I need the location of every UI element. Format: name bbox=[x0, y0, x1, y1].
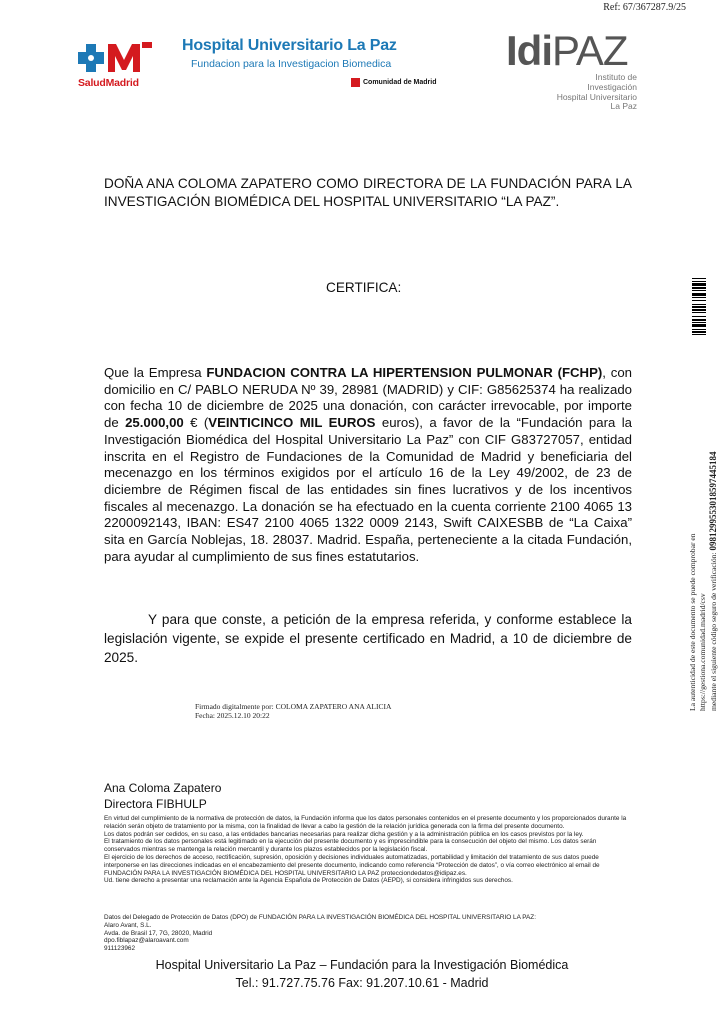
dpo-email: dpo.fiblapaz@alaroavant.com bbox=[104, 937, 189, 945]
signer-role: Directora FIBHULP bbox=[104, 797, 207, 811]
dpo-line: Alaro Avant, S.L. bbox=[104, 921, 152, 929]
hospital-subtitle: Fundacion para la Investigacion Biomedica bbox=[191, 58, 392, 70]
comunidad-flag-icon bbox=[351, 78, 360, 87]
para1-text-2: , con domicilio en C/ PABLO NERUDA Nº 39, 28981 (MADRID) y CIF: G85625374 ha realizado con fecha 10 de diciembre de 2025 una donación, con carácter irrevocable, por importe de bbox=[104, 365, 632, 431]
dpo-line: Datos del Delegado de Protección de Datos (DPO) de FUNDACIÓN PARA LA INVESTIGACIÓN BIOMÉDICA DEL HOSPITAL UNIVERSITARIO LA PAZ: bbox=[104, 914, 536, 921]
verification-note-1: La autenticidad de este documento se puede comprobar en bbox=[688, 533, 697, 711]
dpo-phone: 911123962 bbox=[104, 945, 136, 953]
privacy-paragraph: Los datos podrán ser cedidos, en su caso, a las entidades bancarias necesarias para realizar dicha gestión y a la administración pública en los casos previstos por la ley. bbox=[104, 830, 584, 838]
idipaz-logo bbox=[506, 27, 628, 74]
idipaz-subtitle bbox=[552, 73, 637, 112]
closing-paragraph bbox=[104, 610, 632, 667]
footer-contact: Tel.: 91.727.75.76 Fax: 91.207.10.61 - Madrid bbox=[235, 976, 489, 990]
signature-line-1: Firmado digitalmente por: COLOMA ZAPATERO ANA ALICIA bbox=[195, 702, 392, 711]
verification-prefix: mediante el siguiente código seguro de verificación: bbox=[709, 550, 718, 711]
comunidad-label: Comunidad de Madrid bbox=[363, 79, 437, 86]
document-reference: Ref: 67/367287.9/25 bbox=[603, 2, 686, 13]
privacy-paragraph: Ud. tiene derecho a presentar una reclamación ante la Agencia Española de Protección de Datos (AEPD), si considera infringidos sus derechos. bbox=[104, 877, 513, 885]
idipaz-subtitle-1: Instituto de Investigación bbox=[587, 72, 637, 92]
donation-amount: 25.000,00 bbox=[125, 415, 184, 431]
dpo-info bbox=[104, 914, 644, 953]
idipaz-logo-b: PAZ bbox=[552, 27, 628, 74]
donation-amount-words: VEINTICINCO MIL EUROS bbox=[208, 415, 376, 431]
privacy-paragraph: El tratamiento de los datos personales está legitimado en la ejecución del presente documento y es imprescindible para la consecución del objeto del mismo. Los datos serán conservados mientras se mantenga la relación mercantil y durante los plazos establecidos por la legislación fiscal. bbox=[104, 838, 597, 854]
idipaz-logo-a: Idi bbox=[506, 27, 552, 74]
certificate-heading: DOÑA ANA COLOMA ZAPATERO COMO DIRECTORA DE LA FUNDACIÓN PARA LA INVESTIGACIÓN BIOMÉDICA DEL HOSPITAL UNIVERSITARIO “LA PAZ”. bbox=[104, 176, 632, 209]
signer-name: Ana Coloma Zapatero bbox=[104, 781, 222, 795]
verification-note-3 bbox=[708, 452, 718, 711]
donor-company: FUNDACION CONTRA LA HIPERTENSION PULMONAR (FCHP) bbox=[206, 365, 603, 380]
salud-madrid-label: SaludMadrid bbox=[78, 77, 139, 89]
privacy-notice bbox=[104, 815, 632, 885]
dpo-line: Avda. de Brasil 17, 7G, 28020, Madrid bbox=[104, 929, 213, 937]
donation-paragraph bbox=[104, 365, 632, 565]
digital-signature bbox=[195, 702, 391, 720]
para1-text-3: € ( bbox=[183, 415, 209, 431]
hospital-title: Hospital Universitario La Paz bbox=[182, 37, 397, 54]
closing-text: Y para que conste, a petición de la empresa referida, y conforme establece la legislación vigente, se expide el presente certificado en Madrid, a 10 de diciembre de 2025. bbox=[104, 612, 632, 665]
certifica-title: CERTIFICA: bbox=[326, 280, 402, 295]
para1-text-1: Que la Empresa bbox=[104, 365, 207, 380]
footer-institution: Hospital Universitario La Paz – Fundación para la Investigación Biomédica bbox=[155, 958, 569, 972]
para1-text-4: euros), a favor de la “Fundación para la Investigación Biomédica del Hospital Universitario La Paz” con CIF G83727057, entidad inscrita en el Registro de Fundaciones de la Comunidad de Madrid y beneficiaria del mecenazgo en los términos exigidos por el artículo 16 de la Ley 49/2002, de 23 de diciembre de Régimen fiscal de las entidades sin fines lucrativos y de los incentivos fiscales al mecenazgo. La donación se ha efectuado en la cuenta corriente 2100 4065 13 2200092143, IBAN: ES47 2100 4065 1322 0009 2143, Swift CAIXESBB de “La Caixa” sita en García Noblejas, 18. 28037. Madrid. España, perteneciente a la citada Fundación, para ayudar al cumplimiento de sus fines estatutarios. bbox=[104, 415, 632, 564]
csv-code: 0981299553018597445184 bbox=[708, 451, 718, 551]
comunidad-madrid-logo bbox=[351, 78, 437, 87]
verification-url[interactable]: https://gestiona.comunidad.madrid/csv bbox=[698, 593, 707, 711]
privacy-paragraph: En virtud del cumplimiento de la normativa de protección de datos, la Fundación informa que los datos personales contenidos en el presente documento y los proporcionados durante la relación serán objeto de tratamiento por la misma, con la finalidad de llevar a cabo la gestión de la relación jurídica generada con la firma del presente documento. bbox=[104, 815, 627, 830]
barcode-image bbox=[692, 278, 706, 383]
idipaz-subtitle-2: Hospital Universitario La Paz bbox=[556, 91, 637, 112]
signature-date: Fecha: 2025.12.10 20:22 bbox=[195, 711, 270, 720]
privacy-paragraph: El ejercicio de los derechos de acceso, rectificación, supresión, oposición y decisiones individuales automatizadas, portabilidad y limitación del tratamiento de sus datos puede interponerse en las direcciones indicadas en el encabezamiento del presente documento, indicando como referencia “Protección de datos”, o vía correo electrónico al email de FUNDACIÓN PARA LA INVESTIGACIÓN BIOMÉDICA DEL HOSPITAL UNIVERSITARIO LA PAZ protecciondedatos@idipaz.es. bbox=[104, 853, 600, 877]
